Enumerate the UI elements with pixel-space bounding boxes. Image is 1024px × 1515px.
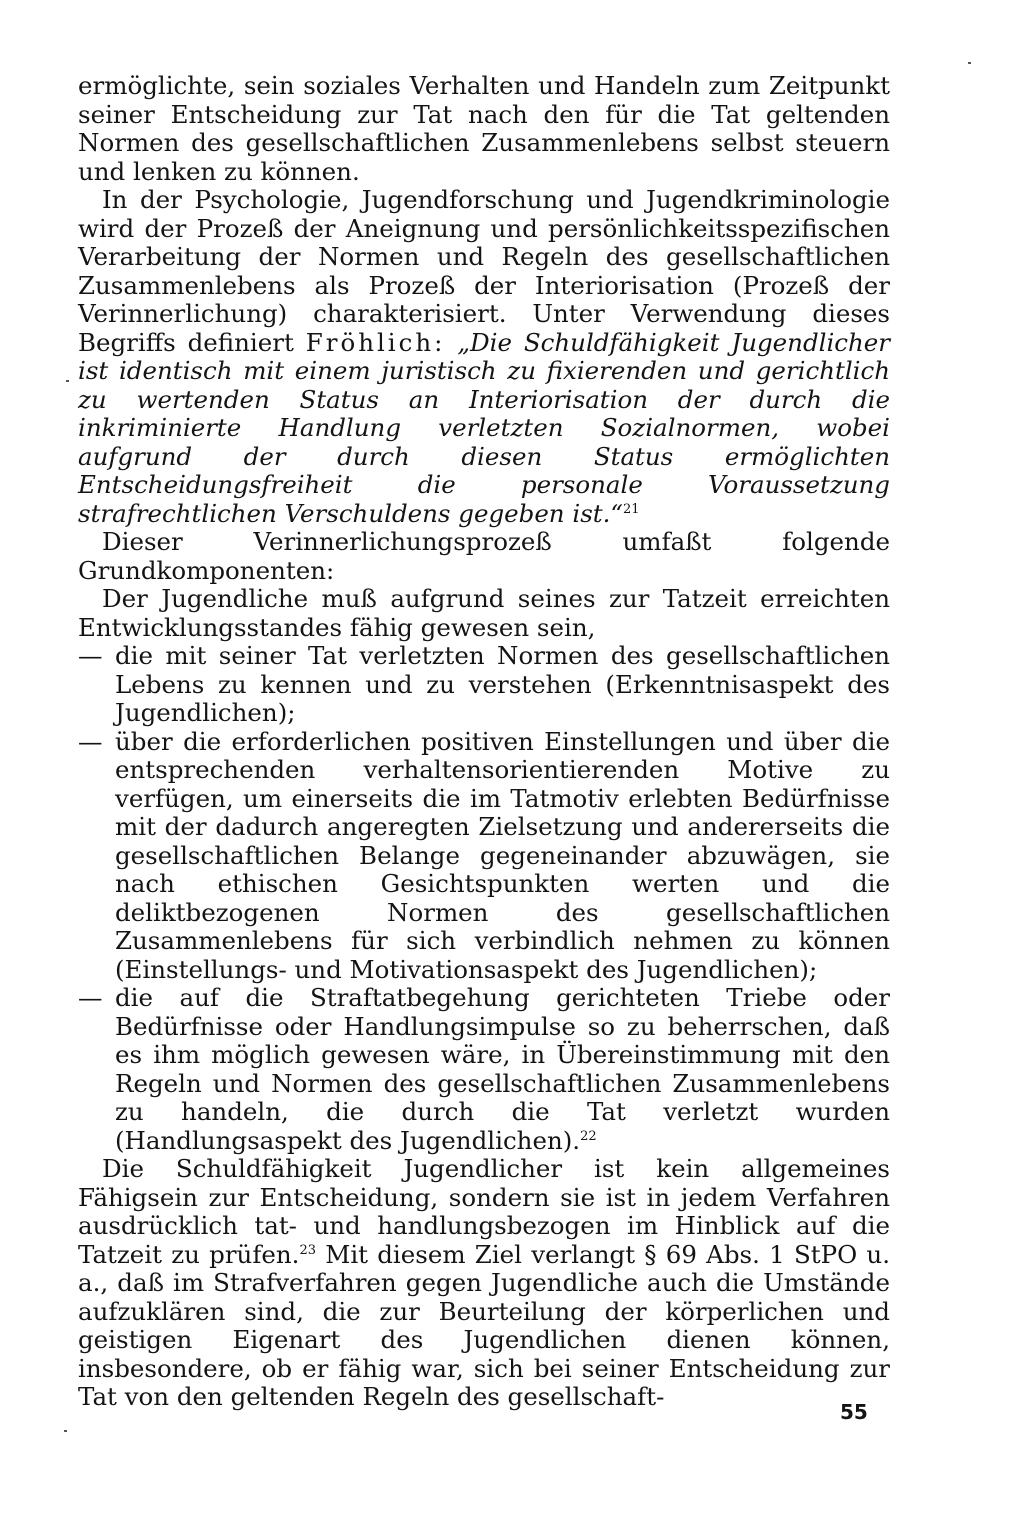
list-item [78, 728, 890, 985]
paragraph-text: Mit diesem Ziel verlangt § 69 Abs. 1 StPO u. a., daß im Strafverfahren gegen Jugendliche auch die Umstände aufzuklären sind, die zur Beurteilung der körperlichen und geistigen Eigenart des Jugendlichen dienen können, insbesondere, ob er fähig war, sich bei seiner Entscheidung zur Tat von den geltenden Regeln des gesellschaft- [78, 1239, 890, 1411]
footnote-ref: 23 [299, 1242, 316, 1258]
dash-marker: — [78, 641, 103, 670]
paragraph-interiorisation [78, 186, 890, 528]
author-name: Fröhlich: [305, 327, 446, 357]
list-item-text: über die erforderlichen positiven Einstellungen und über die entsprechenden verhaltensorientierenden Motive zu verfügen, um einerseits die im Tatmotiv erlebten Bedürfnisse mit der dadurch angeregten Zielsetzung und andererseits die gesellschaftlichen Belange gegeneinander abzuwägen, sie nach ethischen Gesichtspunkten werten und die deliktbezogenen Normen des gesellschaftlichen Zusammenlebens für sich verbindlich nehmen zu können (Einstellungs- und Motivationsaspekt des Jugendlichen); [115, 726, 890, 984]
footnote-ref: 21 [622, 501, 640, 517]
scan-speck [66, 380, 69, 382]
dash-marker: — [78, 726, 103, 756]
component-list [78, 642, 890, 1155]
footnote-ref: 22 [580, 1128, 597, 1144]
dash-marker: — [78, 983, 103, 1012]
list-item-text: die auf die Straftatbegehung gerichteten Triebe oder Bedürfnisse oder Handlungsimpulse so zu beherrschen, daß es ihm möglich gewesen wäre, in Übereinstimmung mit den Regeln und Normen des gesellschaftlichen Zusammenlebens zu handeln, die durch die Tat verletzt wurden (Handlungsaspekt des Jugendlichen). [115, 983, 890, 1155]
list-item [78, 642, 890, 728]
page-number: 55 [840, 1400, 868, 1424]
paragraph-intro-list: Der Jugendliche muß aufgrund seines zur Tatzeit erreichten Entwicklungsstandes fähig gewesen sein, [78, 584, 890, 642]
block-quote: „Die Schuldfähigkeit Jugendlicher ist identisch mit einem juristisch zu fixierenden und gerichtlich zu wertenden Status an Interiorisation der durch die inkriminierte Handlung verletzten Sozialnormen, wobei aufgrund der durch diesen Status ermöglichten Entscheidungsfreiheit die personale Voraussetzung strafrechtlichen Verschuldens gegeben ist.“ [78, 327, 891, 528]
scan-speck [968, 62, 971, 64]
paragraph-text: Die Schuldfähigkeit Jugendlicher ist kein allgemeines Fähigsein zur Entscheidung, sondern sie ist in jedem Verfahren ausdrücklich tat- und handlungsbezogen im Hinblick auf die Tatzeit zu prüfen. [78, 1154, 890, 1269]
paragraph-text: In der Psychologie, Jugendforschung und Jugendkriminologie wird der Prozeß der Aneignung und persönlichkeitsspezifischen Verarbeitung der Normen und Regeln des gesellschaftlichen Zusammenlebens als Prozeß der Interiorisation (Prozeß der Verinnerlichung) charakterisiert. Unter Verwendung dieses Begriffs definiert [78, 185, 890, 357]
scan-speck [64, 1430, 67, 1432]
page-body [78, 72, 890, 1412]
list-item [78, 984, 890, 1155]
paragraph-schuldfaehigkeit [78, 1155, 890, 1412]
paragraph-continuation: ermöglichte, sein soziales Verhalten und Handeln zum Zeitpunkt seiner Entscheidung zur Tat nach den für die Tat geltenden Normen des gesellschaftlichen Zusammenlebens selbst steuern und lenken zu können. [78, 71, 890, 186]
paragraph-components: Dieser Verinnerlichungsprozeß umfaßt folgende Grundkomponenten: [78, 527, 890, 585]
list-item-text: die mit seiner Tat verletzten Normen des gesellschaftlichen Lebens zu kennen und zu verstehen (Erkenntnisaspekt des Jugendlichen); [115, 641, 890, 727]
